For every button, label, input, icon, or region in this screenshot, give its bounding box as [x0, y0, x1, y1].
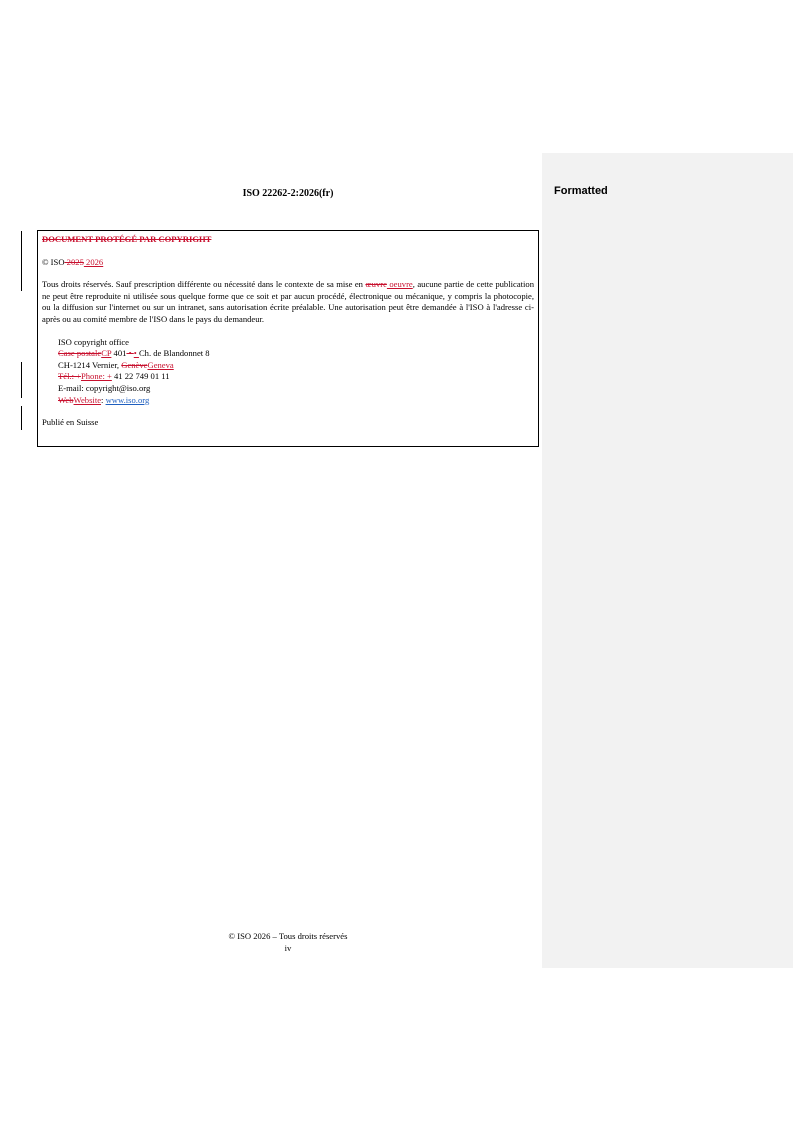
footer-copyright: © ISO 2026 – Tous droits réservés [228, 931, 348, 941]
copyright-box [37, 230, 539, 447]
address-email: E-mail: copyright@iso.org [58, 382, 151, 393]
deleted-bullet: • [126, 348, 134, 359]
website-link[interactable]: www.iso.org [105, 394, 150, 405]
published-in: Publié en Suisse [42, 417, 99, 428]
deleted-tel: Tél.: + [58, 371, 81, 382]
change-bar [21, 231, 22, 291]
deleted-year: 2025 [64, 256, 84, 267]
address-office: ISO copyright office [58, 336, 129, 347]
deleted-web: Web [58, 394, 74, 405]
street: Ch. de Blandonnet 8 [138, 348, 210, 359]
rights-text-part1: Tous droits réservés. Sauf prescription différente ou nécessité dans le contexte de sa mise en [42, 279, 366, 290]
address-phone-line [58, 371, 534, 383]
address-web-line [58, 395, 534, 407]
deleted-city: Genève [121, 359, 148, 370]
inserted-website: Website [73, 394, 102, 405]
rights-text-part2: , aucune partie de cette publication ne peut être reproduite ni utilisée sous quelque forme que ce soit et par aucun procédé, électronique ou mécanique, y compris la photocopie, ou la diffusion sur l'internet ou sur un intranet, sans autorisation écrite préalable. Une autorisation peut être demandée à l'ISO à l'adresse ci-après ou au comité membre de l'ISO dans le pays du demandeur. [42, 279, 534, 324]
page-number: iv [284, 942, 292, 953]
comment-pane [542, 153, 793, 968]
deleted-word: œuvre [365, 279, 387, 290]
inserted-word: oeuvre [386, 279, 413, 290]
rights-paragraph [42, 279, 534, 325]
copyright-prefix: © ISO [42, 256, 65, 267]
comment-pane-title: Formatted [554, 185, 608, 197]
address-city-line [58, 360, 534, 372]
copyright-line [42, 257, 534, 269]
document-header-title: ISO 22262-2:2026(fr) [242, 188, 334, 199]
city-prefix: CH-1214 Vernier, [58, 359, 122, 370]
copyright-heading [42, 234, 534, 246]
change-bar [21, 406, 22, 430]
deleted-heading: DOCUMENT PROTÉGÉ PAR COPYRIGHT [42, 234, 212, 244]
inserted-phone: Phone: + [80, 371, 112, 382]
deleted-case-postale: Case postale [58, 348, 102, 359]
change-bar [21, 362, 22, 398]
address-postal-line [58, 348, 534, 360]
inserted-year: 2026 [83, 256, 104, 267]
page-footer [0, 931, 576, 954]
address-block [42, 337, 534, 407]
cp-number: 401 [111, 348, 127, 359]
web-separator: : [101, 394, 106, 405]
inserted-city: Geneva [147, 359, 174, 370]
phone-number: 41 22 749 01 11 [111, 371, 170, 382]
inserted-cp: CP [101, 348, 112, 359]
inserted-bullet: • [133, 348, 139, 359]
